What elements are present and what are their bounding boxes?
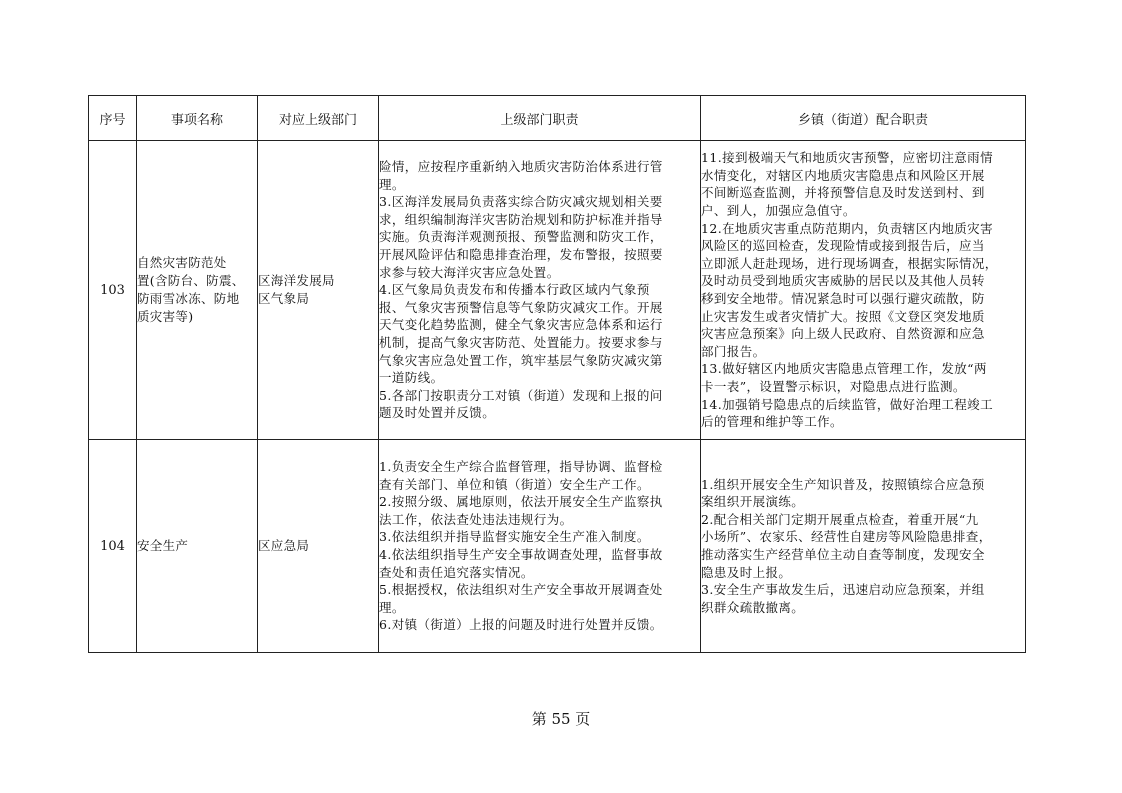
cell-text-line: 移到安全地带。情况紧急时可以强行避灾疏散，防 bbox=[701, 291, 985, 306]
row-upper-department-duties bbox=[379, 141, 701, 440]
cell-text-line: 自然灾害防范处 bbox=[137, 255, 227, 270]
table-row bbox=[89, 141, 1026, 440]
cell-text-line: 理。 bbox=[379, 176, 405, 192]
cell-text-line: 风险区的巡回检查，发现险情或接到报告后，应当 bbox=[701, 238, 985, 254]
cell-text-line: 卡一表”，设置警示标识，对隐患点进行监测。 bbox=[701, 378, 966, 394]
row-town-cooperation-duties bbox=[701, 141, 1026, 440]
cell-text-line: 查有关部门、单位和镇（街道）安全生产工作。 bbox=[379, 476, 650, 492]
cell-text-line: 及时动员受到地质灾害威胁的居民以及其他人员转 bbox=[701, 273, 985, 289]
cell-text-line: 灾害应急预案》向上级人民政府、自然资源和应急 bbox=[701, 326, 985, 342]
cell-text-line: 质灾害等) bbox=[137, 309, 194, 324]
header-upper-department-duties: 上级部门职责 bbox=[379, 96, 701, 141]
cell-text-line: 织群众疏散撤离。 bbox=[701, 599, 805, 615]
header-serial-number: 序号 bbox=[89, 96, 137, 141]
cell-text-line: 区应急局 bbox=[258, 538, 310, 553]
cell-text-line: 防雨雪冰冻、防地 bbox=[137, 291, 240, 306]
cell-text-line: 3.依法组织并指导监督实施安全生产准入制度。 bbox=[379, 529, 650, 545]
cell-text-line: 查处和责任追究落实情况。 bbox=[379, 564, 534, 580]
row-item-name bbox=[137, 440, 258, 653]
cell-text-line: 安全生产 bbox=[137, 538, 189, 553]
cell-text-line: 隐患及时上报。 bbox=[701, 564, 792, 580]
cell-text-line: 4.依法组织指导生产安全事故调查处理，监督事故 bbox=[379, 547, 663, 562]
cell-text-line: 实施。负责海洋观测预报、预警监测和防灾工作， bbox=[379, 229, 663, 245]
cell-text-line: 置(含防台、防震、 bbox=[137, 273, 245, 288]
cell-text-line: 水情变化，对辖区内地质灾害隐患点和风险区开展 bbox=[701, 167, 985, 183]
duty-table bbox=[88, 95, 1026, 653]
row-serial-number: 103 bbox=[89, 141, 137, 440]
row-item-name bbox=[137, 141, 258, 440]
row-town-cooperation-duties bbox=[701, 440, 1026, 653]
cell-text-line: 2.配合相关部门定期开展重点检查，着重开展“九 bbox=[701, 511, 979, 527]
cell-text-line: 求参与较大海洋灾害应急处置。 bbox=[379, 264, 560, 280]
cell-text-line: 区海洋发展局 bbox=[258, 273, 335, 288]
table-header bbox=[89, 96, 1026, 141]
cell-text-line: 题及时处置并反馈。 bbox=[379, 405, 496, 421]
cell-text-line: 一道防线。 bbox=[379, 370, 444, 386]
cell-text-line: 4.区气象局负责发布和传播本行政区域内气象预 bbox=[379, 282, 650, 298]
cell-text-line: 求，组织编制海洋灾害防治规划和防护标准并指导 bbox=[379, 211, 663, 227]
cell-text-line: 2.按照分级、属地原则，依法开展安全生产监察执 bbox=[379, 494, 663, 510]
cell-text-line: 13.做好辖区内地质灾害隐患点管理工作，发放“两 bbox=[701, 361, 987, 377]
header-upper-department: 对应上级部门 bbox=[258, 96, 379, 141]
cell-text-line: 立即派人赶赴现场，进行现场调查，根据实际情况， bbox=[701, 255, 998, 271]
header-row bbox=[89, 96, 1026, 141]
cell-text-line: 案组织开展演练。 bbox=[701, 494, 805, 510]
cell-text-line: 气象灾害应急处置工作，筑牢基层气象防灾减灾第 bbox=[379, 352, 663, 368]
cell-text-line: 5.根据授权，依法组织对生产安全事故开展调查处 bbox=[379, 582, 663, 598]
cell-text-line: 天气变化趋势监测，健全气象灾害应急体系和运行 bbox=[379, 317, 663, 333]
cell-text-line: 区气象局 bbox=[258, 291, 310, 306]
cell-text-line: 后的管理和维护等工作。 bbox=[701, 414, 843, 430]
cell-text-line: 不间断巡查监测，并将预警信息及时发送到村、到 bbox=[701, 185, 985, 201]
row-upper-department-duties bbox=[379, 440, 701, 653]
cell-text-line: 开展风险评估和隐患排查治理，发布警报，按照要 bbox=[379, 247, 663, 263]
cell-text-line: 险情，应按程序重新纳入地质灾害防治体系进行管 bbox=[379, 159, 663, 175]
table-row bbox=[89, 440, 1026, 653]
cell-text-line: 1.组织开展安全生产知识普及，按照镇综合应急预 bbox=[701, 476, 985, 492]
header-town-cooperation-duties: 乡镇（街道）配合职责 bbox=[701, 96, 1026, 141]
cell-text-line: 机制，提高气象灾害防范、处置能力。按要求参与 bbox=[379, 334, 663, 350]
page-number: 第 55 页 bbox=[531, 710, 591, 728]
row-serial-number: 104 bbox=[89, 440, 137, 653]
row-upper-department bbox=[258, 141, 379, 440]
cell-text-line: 6.对镇（街道）上报的问题及时进行处置并反馈。 bbox=[379, 617, 663, 633]
cell-text-line: 12.在地质灾害重点防范期内，负责辖区内地质灾害 bbox=[701, 220, 993, 236]
cell-text-line: 止灾害发生或者灾情扩大。按照《文登区突发地质 bbox=[701, 308, 985, 324]
cell-text-line: 11.接到极端天气和地质灾害预警，应密切注意雨情 bbox=[701, 150, 993, 166]
cell-text-line: 法工作，依法查处违法违规行为。 bbox=[379, 511, 573, 527]
row-upper-department bbox=[258, 440, 379, 653]
cell-text-line: 户、到人，加强应急值守。 bbox=[701, 203, 856, 219]
cell-text-line: 14.加强销号隐患点的后续监管，做好治理工程竣工 bbox=[701, 396, 993, 412]
cell-text-line: 报、气象灾害预警信息等气象防灾减灾工作。开展 bbox=[379, 299, 663, 315]
header-item-name: 事项名称 bbox=[137, 96, 258, 141]
cell-text-line: 3.安全生产事故发生后，迅速启动应急预案，并组 bbox=[701, 582, 985, 598]
cell-text-line: 1.负责安全生产综合监督管理，指导协调、监督检 bbox=[379, 459, 663, 475]
cell-text-line: 小场所”、农家乐、经营性自建房等风险隐患排查， bbox=[701, 529, 992, 545]
cell-text-line: 理。 bbox=[379, 599, 405, 615]
cell-text-line: 3.区海洋发展局负责落实综合防灾减灾规划相关要 bbox=[379, 194, 663, 210]
cell-text-line: 5.各部门按职责分工对镇（街道）发现和上报的问 bbox=[379, 387, 663, 403]
cell-text-line: 部门报告。 bbox=[701, 343, 766, 359]
cell-text-line: 推动落实生产经营单位主动自查等制度，发现安全 bbox=[701, 547, 985, 562]
